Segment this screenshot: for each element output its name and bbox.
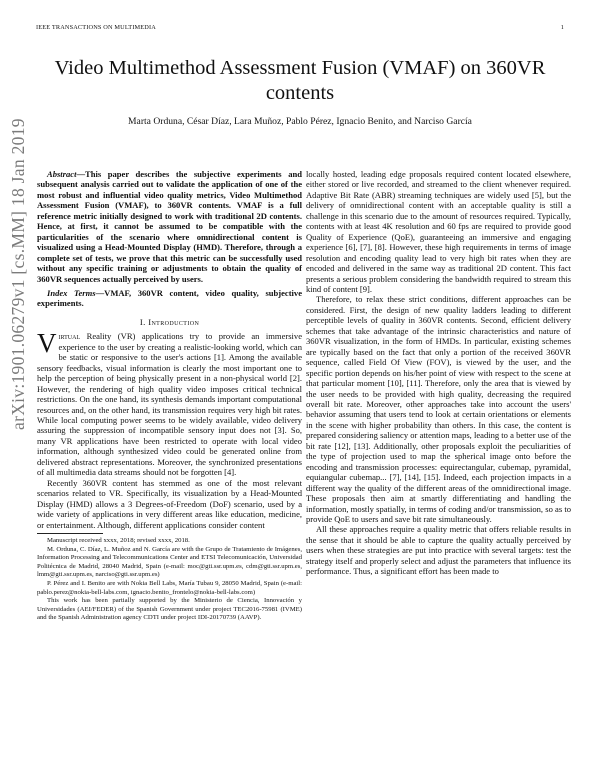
intro-paragraph-1 <box>37 328 302 478</box>
footnote-manuscript: Manuscript received xxxx, 2018; revised xxxx, 2018. <box>47 536 190 544</box>
index-terms-label: Index Terms <box>47 287 96 298</box>
running-head <box>36 24 564 34</box>
section-heading-introduction <box>37 317 302 327</box>
footnotes <box>37 537 302 623</box>
left-column <box>37 169 302 623</box>
paper-title: Video Multimethod Assessment Fusion (VMAF) on 360VR contents <box>54 57 546 104</box>
index-terms-text: —VMAF, 360VR content, video quality, subjective experiments. <box>37 287 302 309</box>
right-paragraph-2: Therefore, to relax these strict conditions, different approaches can be considered. First, the design of new quality ladders leading to different perceptible levels of quality in 360VR contents. Second, efficient delivery schemes that take advantage of the intrinsic characteristics and nature of 360VR visualization, in the form of HMDs. In particular, existing schemes are typically based on the fact that only a portion of the received 360VR sequence, called Field Of View (FOV), is viewed by the user, and the specific portion depends on his/her point of view with respect to the scene at that particular moment [10], [11]. Therefore, only the area that is viewed by the user needs to be provided with high quality, decreasing the required overall bit rate. Moreover, other approaches take into account the users' behavior assuming that users tend to look at certain orientations or elements in the scene with higher probability than others. In this case, the content is prepared considering saliency or attention maps, leading to a better use of the bit rate [12], [13]. Additionally, other proposals exploit the peculiarities of the type of projection used to map the spherical image onto before the encoding and transmission processes: equirectangular, cubemap, pyramidal, equiangular cubemap... [7], [14], [15]. Indeed, each projection impacts in a different way the quality of the different areas of the omnidirectional image. These proposals then aim at smartly differentiating and handling the information, mostly spatially, in terms of coding and/or transmission, so as to provide QoE to users and save bit rate simultaneously. <box>306 294 571 524</box>
intro-paragraph-2: Recently 360VR content has stemmed as one of the most relevant scenarios related to VR. Specifically, its visualization by a Head-Mounted Display (HMD) allows a 3 Degrees-of-Freedom (DoF) scenario, used by a wide variety of applications in very different areas like education, medicine, or entertainment. Although, different applications consider content <box>37 477 302 530</box>
footnote-funding: This work has been partially supported by the Ministerio de Ciencia, Innovación y Universidades (AEI/FEDER) of the Spanish Government under project TEC2016-75981 (IVME) and the Spanish Administration agency CDTI under project IDI-20170739 (AAVP). <box>37 597 302 622</box>
footnote-affiliation-upm: M. Orduna, C. Díaz, L. Muñoz and N. García are with the Grupo de Tratamiento de Imágenes, Information Processing and Telecommunications Center and ETSI Telecomunicación, Universidad Politécnica de Madrid, 28040 Madrid, Spain (e-mail: moc@gti.ssr.upm.es, cdm@gti.ssr.upm.es, lmm@gti.ssr.upm.es, narciso@gti.ssr.upm.es) <box>37 545 302 579</box>
abstract-text: —This paper describes the subjective experiments and subsequent analysis carried out to validate the application of one of the most robust and influential video quality metrics, Video Multimethod Assessment Fusion (VMAF), to 360VR contents. VMAF is a full reference metric initially designed to work with traditional 2D contents. Hence, at first, it cannot be assumed to be compatible with the particularities of the scenario where omnidirectional content is visualized using a Head-Mounted Display (HMD). Therefore, through a complete set of tests, we prove that this metric can be successfully used without any specific training or adjustments to obtain the quality of 360VR sequences actually perceived by users. <box>37 169 302 284</box>
author-list: Marta Orduna, César Díaz, Lara Muñoz, Pablo Pérez, Ignacio Benito, and Narciso García <box>128 116 472 127</box>
right-paragraph-3: All these approaches require a quality metric that offers reliable results in the sense that it should be able to capture the quality actually perceived by users when these strategies are put into practice with several targets: test the strategy itself and properly select and adjust the parameters that influence its performance. Thus, a significant effort has been made to <box>306 524 571 577</box>
journal-name: IEEE TRANSACTIONS ON MULTIMEDIA <box>36 24 156 31</box>
page-number: 1 <box>560 24 564 31</box>
abstract <box>37 169 302 284</box>
section-number: I. <box>139 316 146 327</box>
section-title: Introduction <box>148 316 200 327</box>
footnote-affiliation-nokia: P. Pérez and I. Benito are with Nokia Bell Labs, María Tubau 9, 28050 Madrid, Spain (e-mail: pablo.perez@nokia-bell-labs.com, ignacio.benito_frontelo@nokia-bell-labs.com) <box>37 579 302 596</box>
arxiv-identifier-stamp[interactable]: arXiv:1901.06279v1 [cs.MM] 18 Jan 2019 <box>8 118 28 430</box>
footnote-divider <box>37 533 103 534</box>
right-column <box>306 169 571 577</box>
first-word: irtual <box>58 331 81 342</box>
intro-paragraph-1-text: Reality (VR) applications try to provide an immersive experience to the user by creating a realistic-looking world, which can be static or responsive to the user's actions [1]. Among the available sensory feedbacks, visual information is clearly the most important one to help the perception of being physically present in a non-physical world [2]. However, the rendering of high quality video imposes critical technical restrictions. On the one hand, its synthesis demands important computational resources and, on the other hand, its transmission requires very high bit rates. While local computing power seems to be widely available, video delivery assuring the suppression of incompatible sensory input does not [3]. So, many VR applications have been restricted to operate with local video information, although synthesized video could be generated online from delivered abstract representations. Moreover, the synchronized presentations of all multimedia data streams should not be forgotten [4]. <box>37 331 302 478</box>
index-terms <box>37 288 302 309</box>
right-paragraph-1: locally hosted, leading edge proposals required content located elsewhere, either stored or live recorded, and streamed to the client whenever required. Adaptive Bit Rate (ABR) streaming techniques are widely used [5], but the delivery of omnidirectional content with an acceptable quality is still a challenge in this scenario due to the amount of resources required. Typically, contents with at least 4K resolution and 60 fps are required to provide good Quality of Experience (QoE), guaranteeing an immersive and engaging experience [6], [7], [8]. However, these high requirements in terms of image resolution and encoding quality lead to very high bit rates when they are encoded and delivered in the same way as traditional 2D content. This fact presents a serious problem considering the bandwidth required to stream this kind of content [9]. <box>306 169 571 294</box>
abstract-label: Abstract <box>47 169 77 179</box>
drop-cap-letter: V <box>37 328 57 359</box>
